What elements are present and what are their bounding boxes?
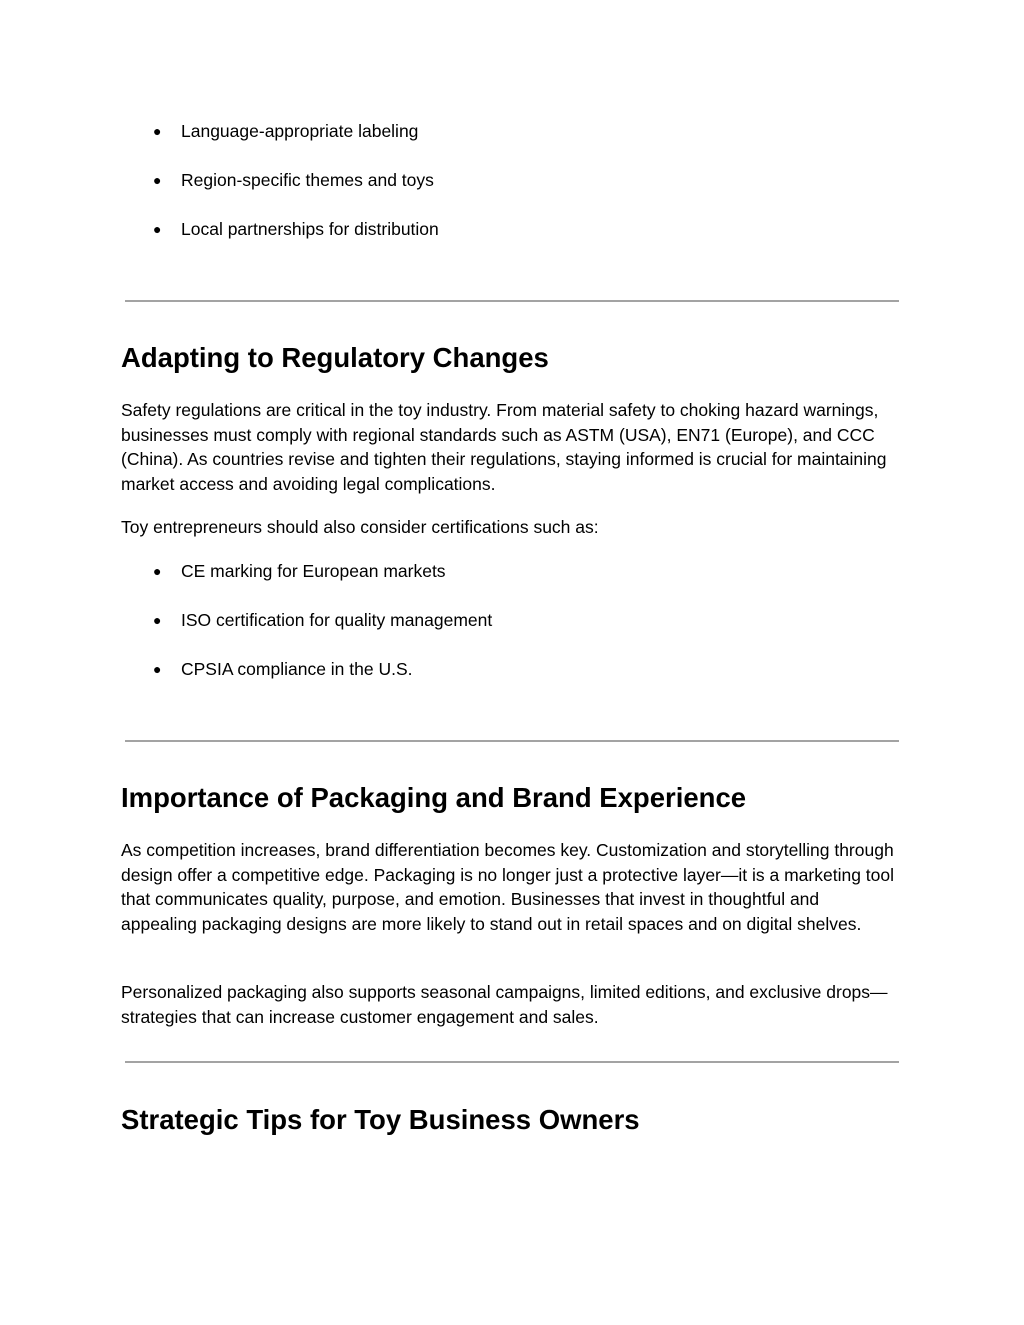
section-heading-packaging: Importance of Packaging and Brand Experience <box>121 782 747 813</box>
bullet-icon: ● <box>153 123 162 139</box>
packaging-paragraph-1: As competition increases, brand differentiation becomes key. Customization and storytelling through design offer a competitive edge. Packaging is no longer just a protective layer—it is a marketing tool that communicates quality, purpose, and emotion. Businesses that invest in thoughtful and appealing packaging designs are more likely to stand out in retail spaces and on digital shelves. <box>121 840 895 934</box>
certifications-list-container <box>121 560 899 707</box>
list-item-text: CE marking for European markets <box>181 561 446 581</box>
bullet-icon: ● <box>153 661 162 677</box>
regional-list-container <box>121 120 899 267</box>
list-item <box>121 120 899 142</box>
list-item <box>121 658 899 680</box>
list-item-text: ISO certification for quality management <box>181 610 493 630</box>
list-item <box>121 609 899 631</box>
list-item-text: CPSIA compliance in the U.S. <box>181 659 413 679</box>
certifications-intro: Toy entrepreneurs should also consider certifications such as: <box>121 517 599 537</box>
regulatory-body <box>121 398 899 496</box>
list-item-text: Local partnerships for distribution <box>181 219 439 239</box>
list-item <box>121 169 899 191</box>
list-item <box>121 218 899 240</box>
packaging-body-2 <box>121 980 899 1029</box>
list-item-text: Language-appropriate labeling <box>181 121 419 141</box>
regulatory-paragraph: Safety regulations are critical in the toy industry. From material safety to choking hazard warnings, businesses must comply with regional standards such as ASTM (USA), EN71 (Europe), and CCC (China). As countries revise and tighten their regulations, staying informed is crucial for maintaining market access and avoiding legal complications. <box>121 400 887 494</box>
section-divider <box>125 300 899 302</box>
section-divider <box>125 740 899 742</box>
list-item-text: Region-specific themes and toys <box>181 170 434 190</box>
list-item <box>121 560 899 582</box>
certifications-list <box>121 560 899 680</box>
bullet-icon: ● <box>153 172 162 188</box>
section-divider <box>125 1061 899 1063</box>
packaging-body <box>121 838 899 936</box>
bullet-icon: ● <box>153 612 162 628</box>
regional-list <box>121 120 899 240</box>
bullet-icon: ● <box>153 563 162 579</box>
section-heading-regulatory: Adapting to Regulatory Changes <box>121 342 549 373</box>
packaging-paragraph-2: Personalized packaging also supports seasonal campaigns, limited editions, and exclusive drops—strategies that can increase customer engagement and sales. <box>121 982 888 1027</box>
certifications-intro-container <box>121 515 899 540</box>
bullet-icon: ● <box>153 221 162 237</box>
section-heading-tips: Strategic Tips for Toy Business Owners <box>121 1104 640 1135</box>
